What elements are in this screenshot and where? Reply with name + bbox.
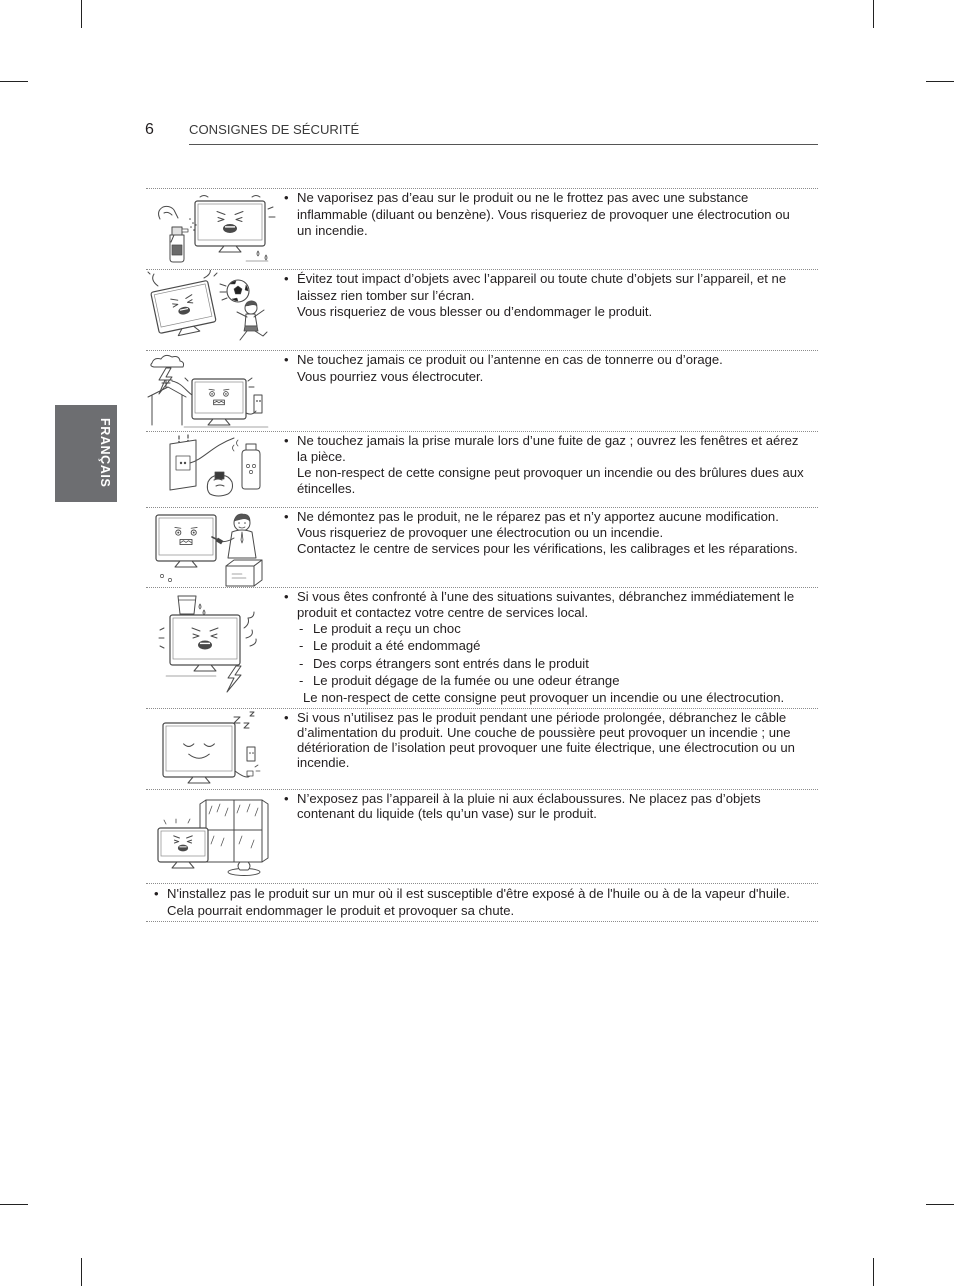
instruction-text <box>167 885 790 919</box>
condition-item: - Le produit a reçu un choc <box>297 620 794 638</box>
instruction-text <box>297 710 795 770</box>
condition-item: - Le produit dégage de la fumée ou une odeur étrange <box>297 672 794 690</box>
instruction-bullet <box>297 352 723 385</box>
instruction-bullet <box>297 190 790 240</box>
safety-row <box>146 507 818 587</box>
safety-row <box>146 587 818 708</box>
instruction-bullet <box>167 885 790 919</box>
crop-mark <box>81 0 82 28</box>
instruction-line: • N'installez pas le produit sur un mur où il est susceptible d'être exposé à de l'huile ou à de la vapeur d'huile. <box>167 886 790 901</box>
crop-mark <box>873 0 874 28</box>
tv-spray-cleaner-icon <box>146 189 280 269</box>
instruction-text <box>297 791 761 821</box>
instruction-line: • Si vous êtes confronté à l’une des situations suivantes, débranchez immédiatement le <box>297 589 795 604</box>
tv-sleeping-unplugged-icon <box>146 709 280 789</box>
instruction-line: Le non-respect de cette consigne peut provoquer un incendie ou des brûlures dues aux <box>297 465 804 480</box>
crop-mark <box>926 81 954 82</box>
instruction-line: la pièce. <box>297 449 346 464</box>
tv-lightning-antenna-icon <box>146 351 280 431</box>
instruction-line: • Ne touchez jamais la prise murale lors d’une fuite de gaz ; ouvrez les fenêtres et aérez <box>297 433 799 448</box>
instruction-line: laissez rien tomber sur l’écran. <box>297 287 475 303</box>
instruction-line: • N’exposez pas l’appareil à la pluie ni aux éclaboussures. Ne placez pas d’objets <box>297 791 761 806</box>
instruction-line: Cela pourrait endommager le produit et provoquer sa chute. <box>167 903 515 918</box>
instruction-line: contenant du liquide (tels qu’un vase) sur le produit. <box>297 806 597 821</box>
instruction-line: • Ne vaporisez pas d’eau sur le produit ou ne le frottez pas avec une substance <box>297 190 749 205</box>
safety-table <box>146 188 818 922</box>
instruction-text <box>297 509 798 557</box>
instruction-line: • Ne touchez jamais ce produit ou l’antenne en cas de tonnerre ou d’orage. <box>297 352 723 367</box>
instruction-line: inflammable (diluant ou benzène). Vous risqueriez de provoquer une électrocution ou <box>297 206 790 222</box>
safety-row <box>146 883 818 922</box>
instruction-bullet <box>297 791 761 821</box>
tv-impact-ball-icon <box>146 270 280 350</box>
tv-rain-window-icon <box>146 790 280 883</box>
consequence-note: Le non-respect de cette consigne peut provoquer un incendie ou une électrocution. <box>303 689 785 705</box>
tv-disassembly-icon <box>146 508 280 587</box>
instruction-line: détérioration de l’isolation peut provoquer une fuite électrique, une électrocution ou un <box>297 740 795 755</box>
safety-row <box>146 431 818 507</box>
crop-mark <box>873 1258 874 1286</box>
instruction-line: • Si vous n’utilisez pas le produit pendant une période prolongée, débranchez le câble <box>297 710 787 725</box>
instruction-bullet <box>297 509 798 557</box>
language-tab-label: FRANÇAIS <box>98 418 112 488</box>
crop-mark <box>0 1204 28 1205</box>
safety-row <box>146 789 818 883</box>
instruction-line: • Ne démontez pas le produit, ne le réparez pas et n’y apportez aucune modification. <box>297 509 779 524</box>
safety-row <box>146 350 818 431</box>
instruction-text <box>297 352 723 385</box>
instruction-line: d’alimentation du produit. Une couche de poussière peut provoquer un incendie ; une <box>297 725 791 740</box>
safety-row <box>146 188 818 269</box>
instruction-line: Vous pourriez vous électrocuter. <box>297 368 484 384</box>
condition-list <box>297 620 794 690</box>
instruction-bullet <box>297 433 804 497</box>
header-divider <box>189 144 818 145</box>
instruction-line: étincelles. <box>297 481 356 496</box>
language-tab <box>55 405 117 502</box>
safety-row <box>146 269 818 350</box>
page-number: 6 <box>145 121 154 138</box>
instruction-bullet <box>297 710 795 770</box>
instruction-line: • Évitez tout impact d’objets avec l’appareil ou toute chute d’objets sur l’appareil, et ne <box>297 271 787 286</box>
instruction-line: Vous risqueriez de vous blesser ou d’endommager le produit. <box>297 304 653 319</box>
gas-leak-wall-plug-icon <box>146 432 280 507</box>
section-title: CONSIGNES DE SÉCURITÉ <box>189 122 360 137</box>
crop-mark <box>926 1204 954 1205</box>
condition-item: - Des corps étrangers sont entrés dans le produit <box>297 655 794 673</box>
instruction-line: Vous risqueriez de provoquer une électrocution ou un incendie. <box>297 525 664 540</box>
safety-row <box>146 708 818 789</box>
instruction-line: Contactez le centre de services pour les vérifications, les calibrages et les réparations. <box>297 541 798 556</box>
instruction-bullet <box>297 589 794 621</box>
instruction-line: produit et contactez votre centre de services local. <box>297 605 589 620</box>
instruction-text <box>297 433 804 497</box>
instruction-text <box>297 190 790 240</box>
crop-mark <box>81 1258 82 1286</box>
instruction-text <box>297 271 786 321</box>
instruction-line: incendie. <box>297 755 350 770</box>
instruction-line: un incendie. <box>297 223 368 238</box>
crop-mark <box>0 81 28 82</box>
tv-emergency-unplug-icon <box>146 588 280 708</box>
condition-item: - Le produit a été endommagé <box>297 637 794 655</box>
instruction-bullet <box>297 271 786 321</box>
instruction-text <box>297 589 794 705</box>
